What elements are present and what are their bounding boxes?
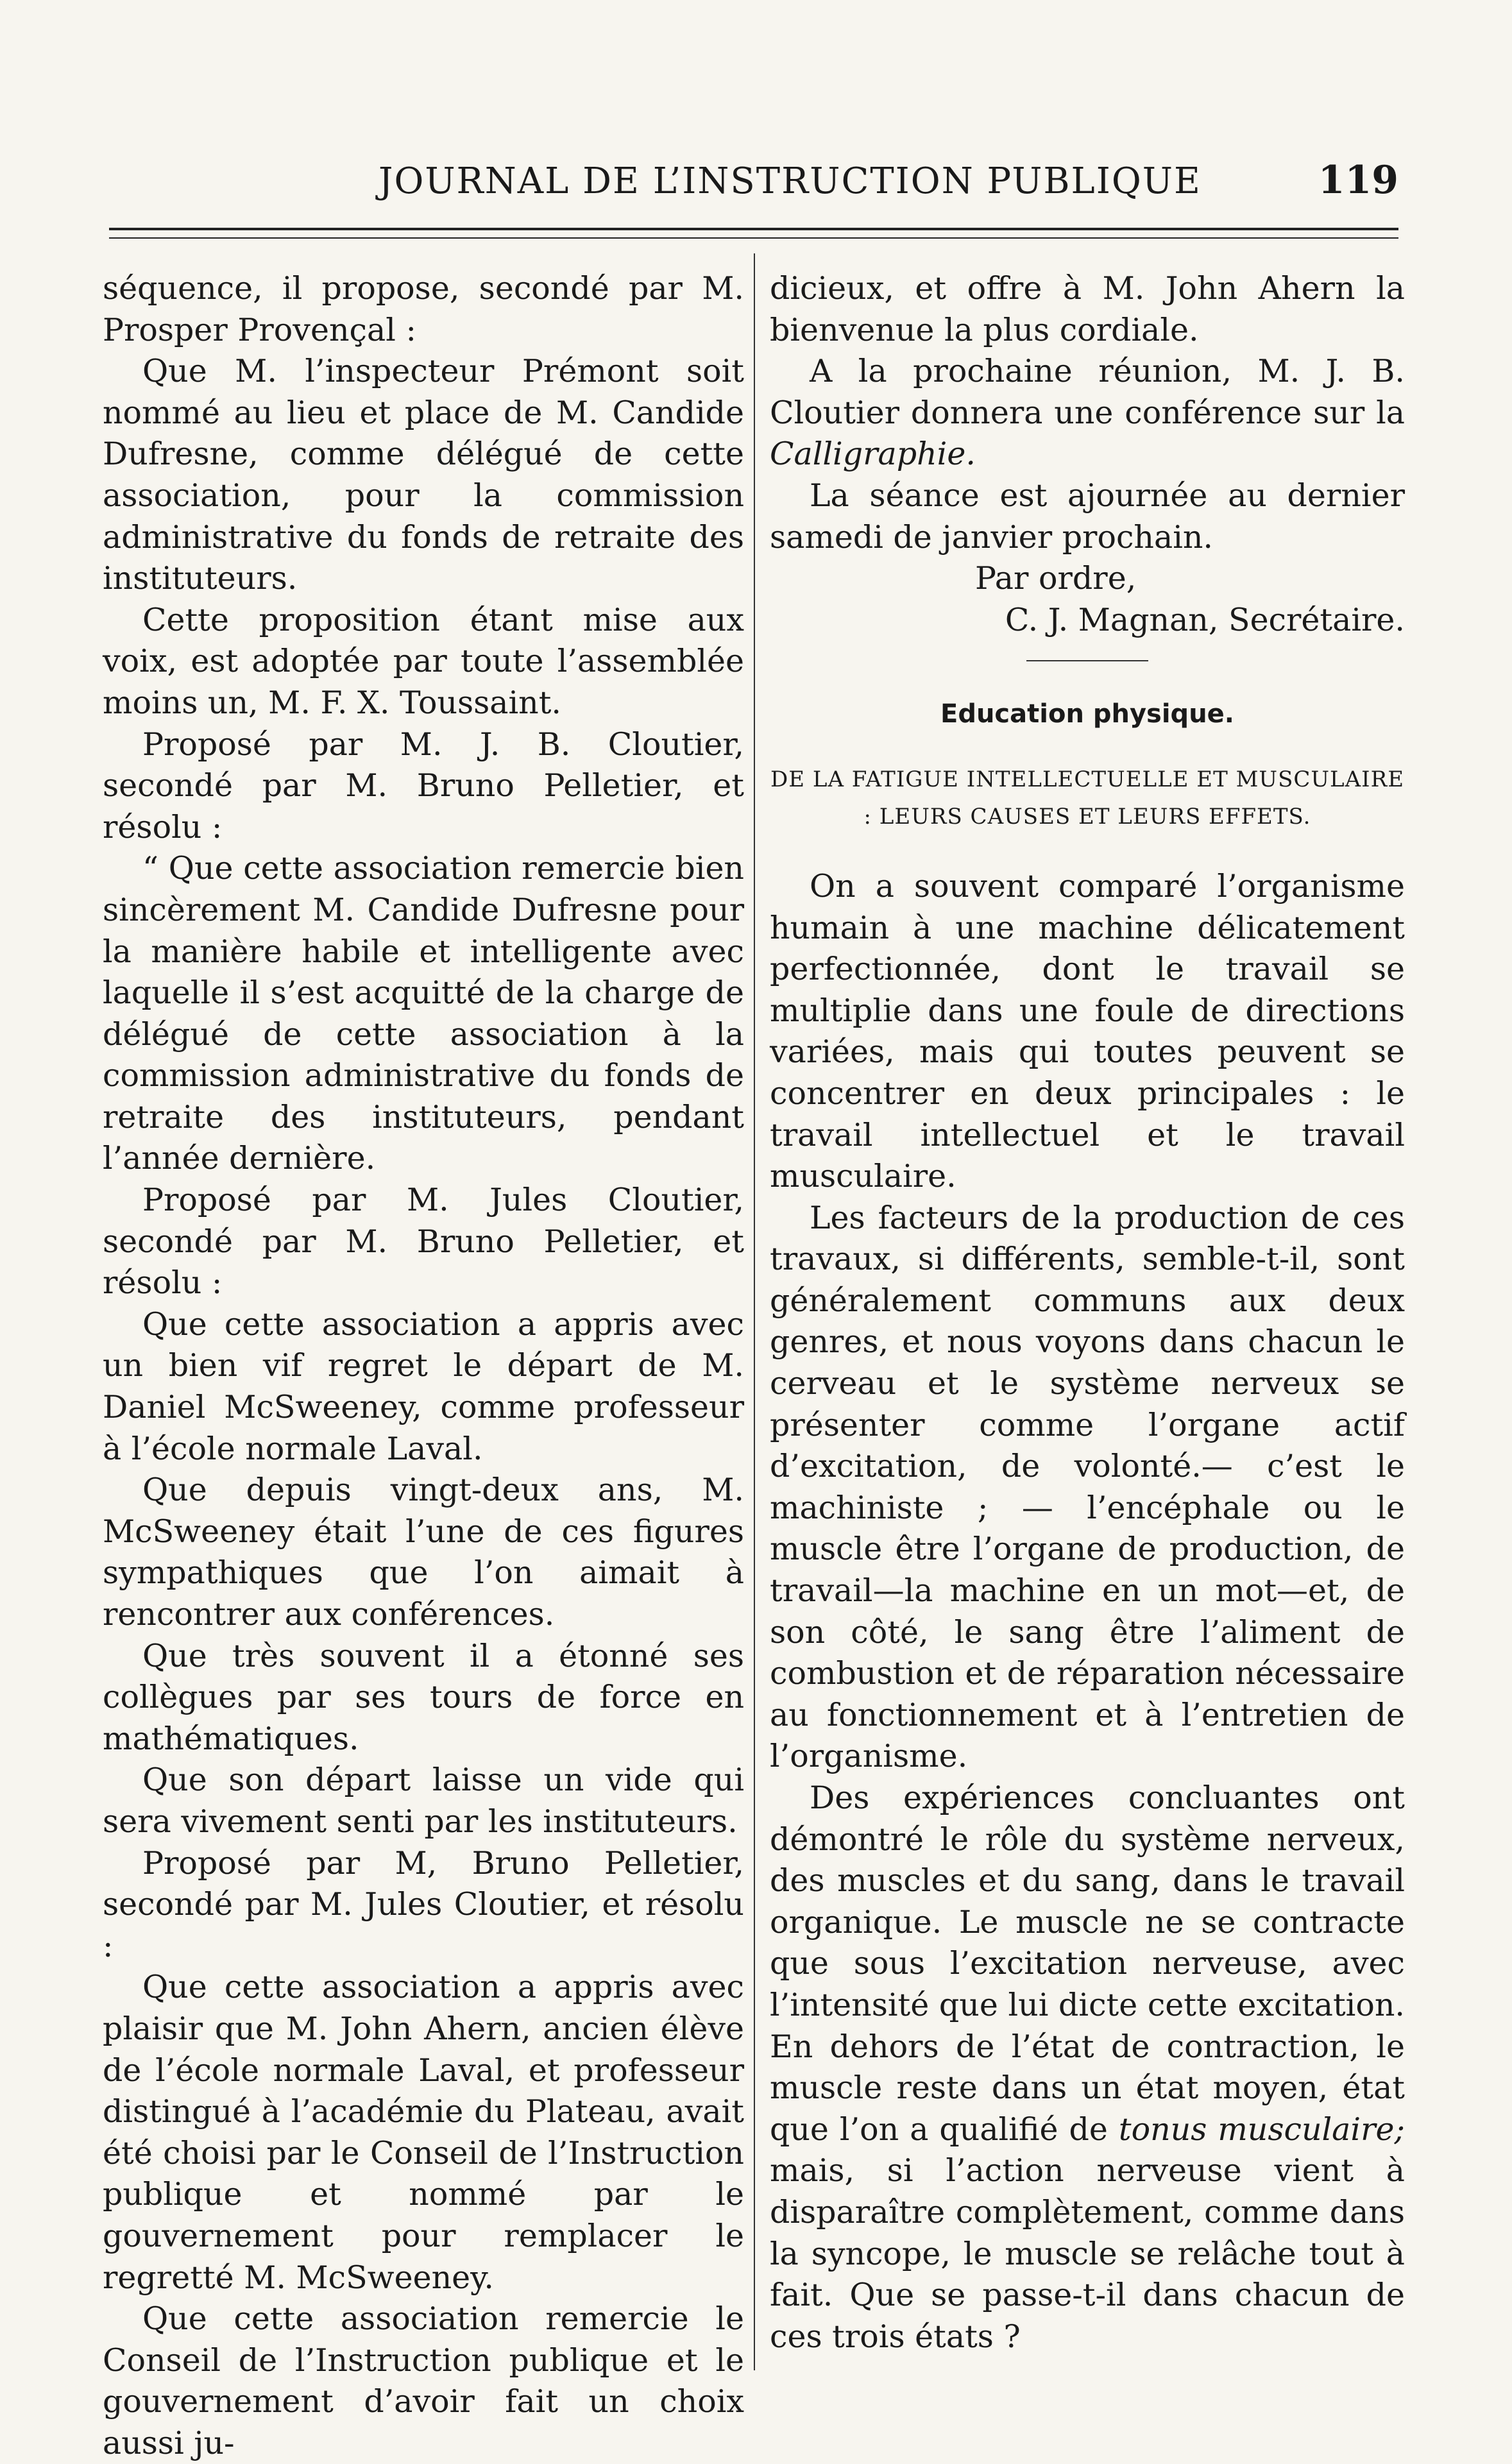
article-subheading: DE LA FATIGUE INTELLECTUELLE ET MUSCULAIRE : LEURS CAUSES ET LEURS EFFETS.: [770, 766, 1405, 829]
paragraph: Que depuis vingt-deux ans, M. McSweeney était l’une de ces figures sympathiques que l’on aimait à rencontrer aux conférences.: [103, 1472, 744, 1633]
paragraph: Que cette association a appris avec plaisir que M. John Ahern, ancien élève de l’école normale Laval, et professeur distingué à l’académie du Plateau, avait été choisi par le Conseil de l’Instruction publique et nommé par le gouvernement pour remplacer le regretté M. McSweeney.: [103, 1969, 744, 2296]
journal-title: JOURNAL DE L’INSTRUCTION PUBLIQUE: [378, 160, 1202, 202]
paragraph: On a souvent comparé l’organisme humain à une machine délicatement perfectionnée, dont le travail se multiplie dans une foule de directions variées, mais qui toutes peuvent se concentrer en deux principales : le travail intellectuel et le travail musculaire.: [770, 867, 1405, 1195]
header-rule-thin: [109, 237, 1398, 239]
paragraph: Cette proposition étant mise aux voix, est adoptée par toute l’assemblée moins un, M. F. X. Toussaint.: [103, 601, 744, 721]
italic-term: Calligraphie.: [770, 436, 976, 473]
page-number: 119: [1318, 158, 1398, 203]
paragraph: Proposé par M. J. B. Cloutier, secondé par M. Bruno Pelletier, et résolu :: [103, 726, 744, 845]
section-title: Education physique.: [940, 699, 1234, 729]
closing-formula: Par ordre,: [975, 560, 1137, 597]
header-rule-thick: [109, 228, 1398, 230]
section-separator: [1026, 660, 1148, 661]
paragraph: Que très souvent il a étonné ses collègues par ses tours de force en mathématiques.: [103, 1637, 744, 1757]
signature: C. J. Magnan, Secrétaire.: [1005, 601, 1405, 638]
paragraph: “ Que cette association remercie bien sincèrement M. Candide Dufresne pour la manière habile et intelligente avec laquelle il s’est acquitté de la charge de délégué de cette association à la commission administrative du fonds de retraite des instituteurs, pendant l’année dernière.: [103, 850, 744, 1177]
column-divider: [754, 253, 755, 2370]
paragraph: Que cette association remercie le Conseil de l’Instruction publique et le gouvernement d’avoir fait un choix aussi ju-: [103, 2300, 744, 2461]
paragraph: Que son départ laisse un vide qui sera vivement senti par les instituteurs.: [103, 1762, 744, 1840]
paragraph-text: A la prochaine réunion, M. J. B. Cloutier donnera une conférence sur la: [770, 353, 1405, 431]
paragraph: Les facteurs de la production de ces travaux, si différents, semble-t-il, sont généralement communs aux deux genres, et nous voyons dans chacun le cerveau et le système nerveux se présenter comme l’organe actif d’excitation, de volonté.— c’est le machiniste ; — l’encéphale ou le muscle être l’organe de production, de travail—la machine en un mot—et, de son côté, le sang être l’aliment de combustion et de réparation nécessaire au fonctionnement et à l’entretien de l’organisme.: [770, 1199, 1405, 1775]
paragraph-text: mais, si l’action nerveuse vient à disparaître complètement, comme dans la syncope, le muscle se relâche tout à fait. Que se passe-t-il dans chacun de ces trois états ?: [770, 2152, 1405, 2355]
running-header: [109, 154, 1398, 212]
paragraph-text: Des expériences concluantes ont démontré le rôle du système nerveux, des muscles et du sang, dans le travail organique. Le muscle ne se contracte que sous l’excitation nerveuse, avec l’intensité que lui dicte cette excitation. En dehors de l’état de contraction, le muscle reste dans un état moyen, état que l’on a qualifié de: [770, 1780, 1405, 2148]
paragraph: Proposé par M, Bruno Pelletier, secondé par M. Jules Cloutier, et résolu :: [103, 1844, 744, 1964]
paragraph: La séance est ajournée au dernier samedi de janvier prochain.: [770, 477, 1405, 556]
paragraph: dicieux, et offre à M. John Ahern la bienvenue la plus cordiale.: [770, 270, 1405, 348]
paragraph: [770, 1778, 1405, 2358]
paragraph: séquence, il propose, secondé par M. Prosper Provençal :: [103, 270, 744, 348]
italic-term: tonus musculaire;: [1118, 2111, 1405, 2148]
paragraph: [770, 351, 1405, 475]
left-column: [103, 268, 744, 2464]
paragraph: Que cette association a appris avec un bien vif regret le départ de M. Daniel McSweeney, comme professeur à l’école normale Laval.: [103, 1305, 744, 1467]
paragraph: Que M. l’inspecteur Prémont soit nommé au lieu et place de M. Candide Dufresne, comme délégué de cette association, pour la commission administrative du fonds de retraite des instituteurs.: [103, 353, 744, 597]
right-column: [770, 268, 1405, 2358]
paragraph: Proposé par M. Jules Cloutier, secondé par M. Bruno Pelletier, et résolu :: [103, 1182, 744, 1302]
